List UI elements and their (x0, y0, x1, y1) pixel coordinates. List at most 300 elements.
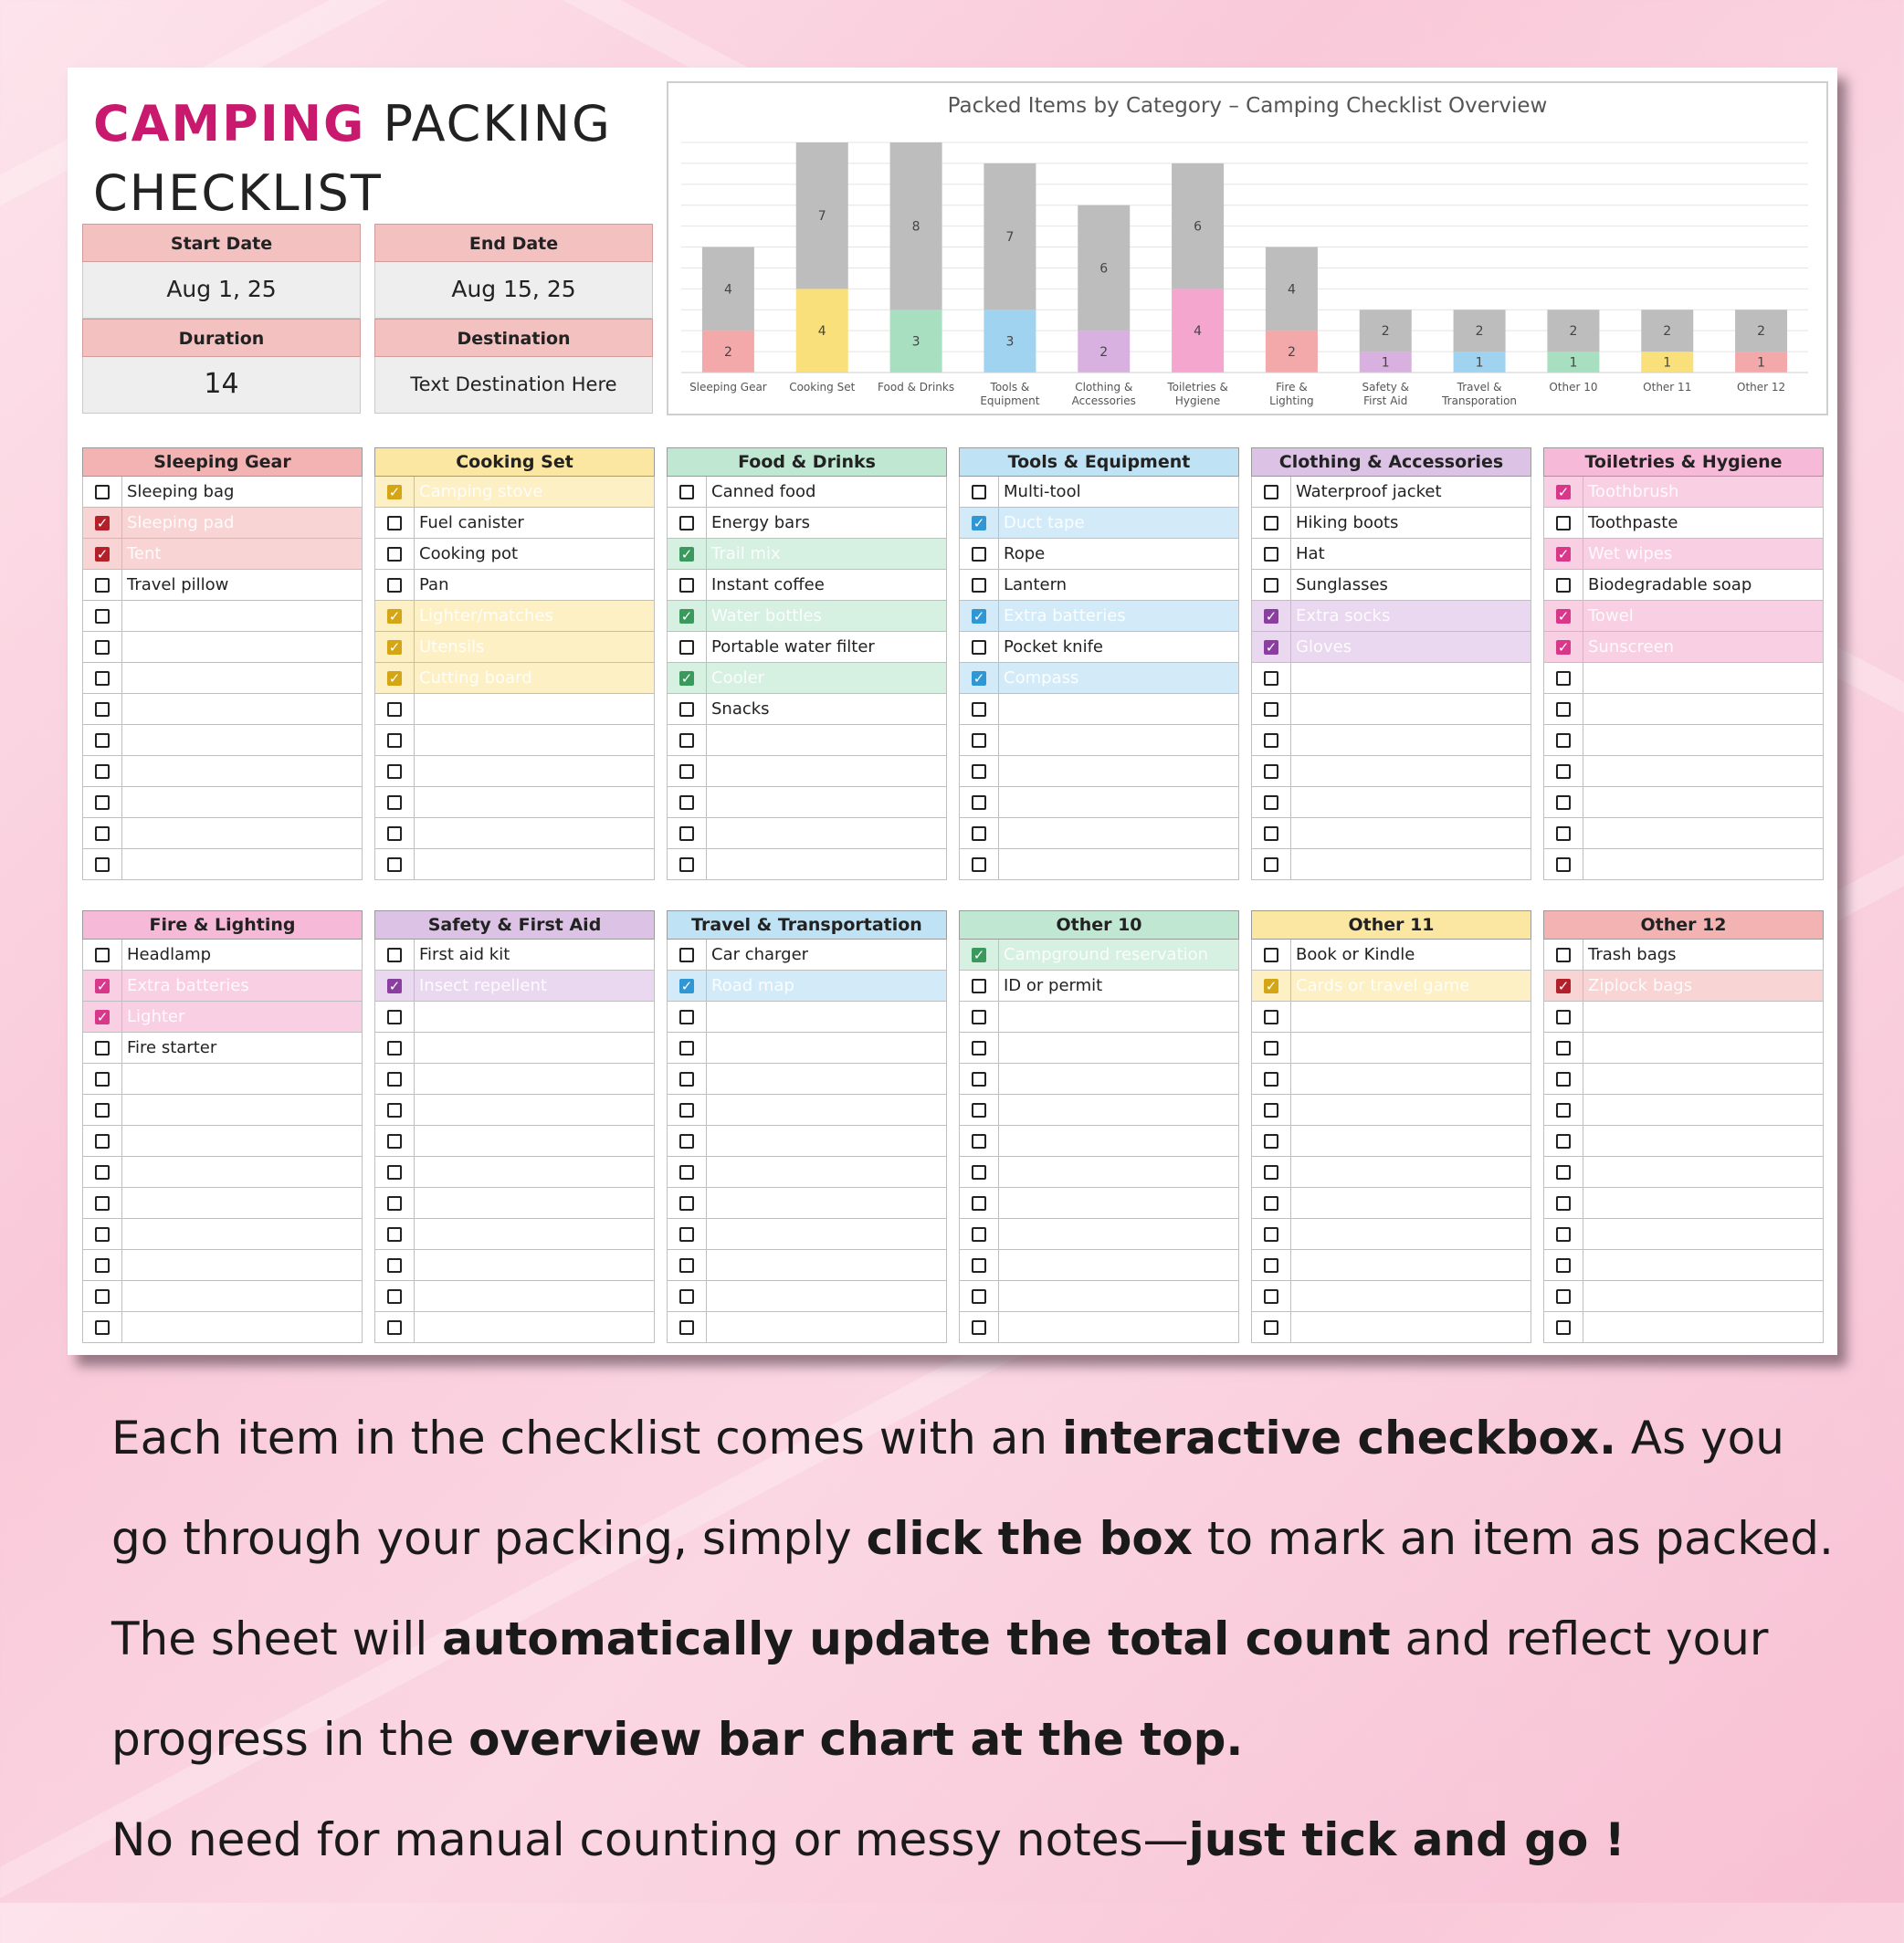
checkbox[interactable]: ✓ (388, 977, 401, 994)
checkbox[interactable] (1264, 857, 1278, 872)
checkbox[interactable] (972, 1010, 986, 1024)
checkbox-cell (960, 632, 999, 662)
destination-block (374, 319, 653, 414)
item-text[interactable]: Cooler (711, 668, 765, 688)
data-label: 4 (1287, 282, 1296, 298)
checkbox[interactable] (387, 578, 402, 593)
item-text[interactable]: Water bottles (711, 606, 822, 625)
checklist-row (667, 570, 947, 601)
checkbox[interactable]: ✓ (973, 946, 985, 963)
checkbox[interactable] (1264, 516, 1278, 530)
item-text[interactable]: Tent (127, 544, 162, 563)
item-text[interactable]: Canned food (711, 482, 816, 501)
item-text[interactable]: Extra socks (1296, 606, 1391, 625)
checkbox[interactable] (387, 826, 402, 841)
checkbox[interactable] (1264, 702, 1278, 717)
checkbox[interactable] (1264, 1010, 1278, 1024)
checkbox[interactable] (679, 857, 694, 872)
checkbox[interactable] (95, 1196, 110, 1211)
checkbox[interactable] (387, 1041, 402, 1056)
checkbox[interactable]: ✓ (1557, 638, 1570, 656)
checkbox[interactable] (679, 1289, 694, 1304)
item-text[interactable]: Travel pillow (127, 575, 229, 594)
checkbox[interactable] (387, 764, 402, 779)
category-header: Fire & Lighting (82, 910, 363, 940)
checklist-row (82, 787, 363, 818)
checklist-row (374, 663, 655, 694)
checkbox-cell (1544, 1281, 1583, 1311)
checklist-row (1543, 539, 1824, 570)
item-text[interactable]: Energy bars (711, 513, 810, 532)
item-text[interactable]: Compass (1004, 668, 1079, 688)
checkbox[interactable] (1264, 1258, 1278, 1273)
item-text[interactable]: Headlamp (127, 945, 212, 964)
checkbox-cell (83, 1064, 122, 1094)
checkbox[interactable] (679, 733, 694, 748)
checkbox[interactable] (387, 1258, 402, 1273)
checkbox-cell (375, 1095, 415, 1125)
checkbox-cell (668, 570, 707, 600)
checkbox-cell (1252, 1033, 1291, 1063)
checklist-row (667, 1157, 947, 1188)
checkbox[interactable] (95, 578, 110, 593)
checkbox[interactable] (1264, 764, 1278, 779)
checkbox[interactable]: ✓ (1557, 545, 1570, 562)
item-text[interactable]: Pocket knife (1004, 637, 1104, 656)
checkbox[interactable] (972, 826, 986, 841)
item-text[interactable]: Sleeping pad (127, 513, 235, 532)
item-text[interactable]: Snacks (711, 699, 770, 719)
category-clothing-accessories (1251, 447, 1531, 880)
item-text[interactable]: Toothbrush (1588, 482, 1679, 501)
checkbox[interactable] (972, 1196, 986, 1211)
checkbox[interactable] (1264, 1072, 1278, 1087)
item-text[interactable]: Trail mix (711, 544, 781, 563)
checkbox[interactable] (95, 1072, 110, 1087)
checkbox[interactable] (1556, 1010, 1571, 1024)
checkbox[interactable] (1264, 1320, 1278, 1335)
checkbox-cell (83, 787, 122, 817)
checkbox-cell (668, 1219, 707, 1249)
checkbox[interactable] (95, 1041, 110, 1056)
checkbox[interactable] (387, 1196, 402, 1211)
checkbox-cell (83, 477, 122, 507)
x-tick-label: Hygiene (1174, 394, 1221, 407)
checkbox[interactable]: ✓ (96, 1008, 109, 1025)
checkbox[interactable] (679, 764, 694, 779)
checkbox[interactable]: ✓ (388, 607, 401, 625)
checkbox[interactable] (95, 857, 110, 872)
item-text[interactable]: First aid kit (419, 945, 510, 964)
checkbox-cell (375, 601, 415, 631)
checkbox-cell (83, 1002, 122, 1032)
checkbox[interactable]: ✓ (680, 669, 693, 687)
checkbox[interactable]: ✓ (1557, 607, 1570, 625)
checkbox[interactable] (679, 1072, 694, 1087)
checkbox[interactable] (679, 948, 694, 962)
checklist-row (374, 940, 655, 971)
checkbox-cell (1544, 725, 1583, 755)
checklist-row (1251, 632, 1531, 663)
checkbox[interactable] (972, 578, 986, 593)
checkbox[interactable] (1556, 1227, 1571, 1242)
checkbox[interactable] (387, 1072, 402, 1087)
page-title (93, 89, 650, 228)
checkbox[interactable] (95, 1103, 110, 1118)
checklist-row (82, 663, 363, 694)
checkbox[interactable] (1556, 1041, 1571, 1056)
checkbox[interactable] (387, 1165, 402, 1180)
x-tick-label: Tools & (990, 381, 1030, 394)
checkbox-cell (960, 971, 999, 1001)
checkbox[interactable] (1264, 1103, 1278, 1118)
checkbox[interactable] (679, 1134, 694, 1149)
checkbox[interactable] (95, 1320, 110, 1335)
checkbox[interactable] (1264, 795, 1278, 810)
item-text[interactable]: Sunscreen (1588, 637, 1675, 656)
item-text[interactable]: Road map (711, 976, 794, 995)
checkbox[interactable] (679, 485, 694, 499)
item-text[interactable]: Wet wipes (1588, 544, 1673, 563)
checkbox[interactable] (679, 1010, 694, 1024)
checkbox[interactable] (1556, 948, 1571, 962)
checklist-row (959, 1281, 1239, 1312)
checkbox[interactable] (387, 1320, 402, 1335)
checkbox-cell (375, 663, 415, 693)
checkbox[interactable] (972, 1320, 986, 1335)
item-text[interactable]: Gloves (1296, 637, 1352, 656)
checkbox[interactable] (1264, 547, 1278, 562)
checkbox[interactable] (1264, 948, 1278, 962)
checklist-row (959, 601, 1239, 632)
checkbox[interactable] (95, 764, 110, 779)
category-other-11 (1251, 910, 1531, 1343)
checklist-row (1251, 818, 1531, 849)
checkbox[interactable] (679, 1165, 694, 1180)
checkbox[interactable] (95, 609, 110, 624)
checkbox-cell (668, 971, 707, 1001)
checkbox[interactable]: ✓ (1265, 977, 1278, 994)
item-text[interactable]: Lighter (127, 1007, 185, 1026)
checklist-row (82, 632, 363, 663)
destination-value[interactable]: Text Destination Here (374, 357, 653, 414)
checkbox[interactable]: ✓ (680, 977, 693, 994)
checkbox[interactable] (387, 1010, 402, 1024)
category-tools-equipment (959, 447, 1239, 880)
item-text[interactable]: Waterproof jacket (1296, 482, 1442, 501)
checkbox[interactable]: ✓ (1265, 607, 1278, 625)
item-text[interactable]: Biodegradable soap (1588, 575, 1752, 594)
duration-label: Duration (82, 319, 361, 357)
checkbox-cell (1252, 756, 1291, 786)
chart-canvas (668, 83, 1826, 414)
item-text[interactable]: Extra batteries (127, 976, 249, 995)
checkbox[interactable] (972, 640, 986, 655)
checkbox[interactable] (1556, 578, 1571, 593)
item-text[interactable]: Portable water filter (711, 637, 875, 656)
checkbox-cell (1544, 1157, 1583, 1187)
checkbox[interactable] (1556, 671, 1571, 686)
checkbox[interactable] (972, 702, 986, 717)
checklist-row (82, 1219, 363, 1250)
checkbox[interactable] (1556, 1103, 1571, 1118)
checkbox[interactable] (95, 826, 110, 841)
checkbox[interactable] (679, 1041, 694, 1056)
item-text[interactable]: Lighter/matches (419, 606, 553, 625)
item-text[interactable]: Car charger (711, 945, 809, 964)
item-text[interactable]: Cards or travel game (1296, 976, 1470, 995)
item-text[interactable]: Towel (1588, 606, 1634, 625)
checkbox[interactable] (1556, 1165, 1571, 1180)
item-text[interactable]: Campground reservation (1004, 945, 1209, 964)
checkbox[interactable] (972, 1041, 986, 1056)
checkbox[interactable] (387, 857, 402, 872)
checkbox[interactable] (387, 547, 402, 562)
checkbox[interactable] (1264, 1196, 1278, 1211)
checkbox[interactable] (1264, 671, 1278, 686)
checkbox[interactable] (95, 702, 110, 717)
checkbox[interactable] (95, 948, 110, 962)
checkbox[interactable]: ✓ (973, 669, 985, 687)
checkbox[interactable] (679, 640, 694, 655)
checkbox[interactable] (1264, 733, 1278, 748)
checkbox[interactable]: ✓ (388, 638, 401, 656)
checklist-row (374, 1095, 655, 1126)
checkbox-cell (960, 601, 999, 631)
checkbox[interactable] (972, 857, 986, 872)
checklist-row (1251, 1002, 1531, 1033)
checklist-row (667, 1250, 947, 1281)
item-text[interactable]: Multi-tool (1004, 482, 1081, 501)
checklist-row (959, 1064, 1239, 1095)
item-text[interactable]: Camping stove (419, 482, 543, 501)
checkbox[interactable]: ✓ (680, 545, 693, 562)
checkbox[interactable] (679, 1258, 694, 1273)
item-text[interactable]: Sleeping bag (127, 482, 235, 501)
checkbox[interactable]: ✓ (96, 977, 109, 994)
checkbox-cell (960, 1219, 999, 1249)
checkbox[interactable] (1556, 733, 1571, 748)
checkbox[interactable]: ✓ (680, 607, 693, 625)
checkbox[interactable] (679, 826, 694, 841)
checklist-row (1543, 570, 1824, 601)
checkbox[interactable] (95, 1134, 110, 1149)
checkbox[interactable] (1264, 1289, 1278, 1304)
item-text[interactable]: Utensils (419, 637, 485, 656)
checkbox[interactable] (387, 795, 402, 810)
checklist-row (959, 508, 1239, 539)
checkbox[interactable] (1264, 1041, 1278, 1056)
checkbox[interactable] (95, 485, 110, 499)
checkbox[interactable] (679, 516, 694, 530)
checkbox[interactable] (972, 733, 986, 748)
checkbox-cell (960, 725, 999, 755)
checkbox[interactable] (972, 485, 986, 499)
item-text[interactable]: Duct tape (1004, 513, 1085, 532)
item-text[interactable]: ID or permit (1004, 976, 1103, 995)
checkbox[interactable] (95, 1289, 110, 1304)
checkbox[interactable] (1556, 1258, 1571, 1273)
checkbox[interactable]: ✓ (96, 545, 109, 562)
checkbox[interactable]: ✓ (1557, 977, 1570, 994)
checkbox[interactable] (972, 1165, 986, 1180)
desc-text: to mark an item as packed. The sheet will (111, 1512, 1834, 1665)
checkbox[interactable] (1556, 516, 1571, 530)
checkbox[interactable] (387, 1134, 402, 1149)
checklist-row (374, 632, 655, 663)
x-tick-label: Fire & (1276, 381, 1308, 394)
checkbox[interactable] (1556, 1072, 1571, 1087)
checkbox[interactable] (1264, 578, 1278, 593)
checklist-row (959, 570, 1239, 601)
checkbox[interactable]: ✓ (388, 483, 401, 500)
checkbox[interactable]: ✓ (96, 514, 109, 531)
checkbox[interactable] (972, 1134, 986, 1149)
item-text[interactable]: Fire starter (127, 1038, 217, 1057)
checkbox[interactable] (972, 1227, 986, 1242)
checkbox-cell (1252, 787, 1291, 817)
checkbox[interactable] (1264, 1165, 1278, 1180)
checkbox[interactable] (972, 1258, 986, 1273)
checkbox[interactable] (1556, 826, 1571, 841)
checklist-row (959, 1250, 1239, 1281)
data-label: 4 (723, 282, 732, 298)
checkbox[interactable]: ✓ (973, 514, 985, 531)
checkbox[interactable] (972, 1289, 986, 1304)
end-date-label: End Date (374, 224, 653, 262)
checkbox[interactable] (1556, 857, 1571, 872)
checkbox[interactable]: ✓ (1557, 483, 1570, 500)
checkbox[interactable]: ✓ (973, 607, 985, 625)
checkbox[interactable] (95, 733, 110, 748)
start-date-value[interactable]: Aug 1, 25 (82, 262, 361, 319)
checkbox[interactable] (972, 547, 986, 562)
item-text[interactable]: Trash bags (1588, 945, 1677, 964)
checkbox[interactable] (679, 1196, 694, 1211)
item-text[interactable]: Hat (1296, 544, 1325, 563)
checkbox[interactable] (387, 1227, 402, 1242)
category-header: Travel & Transportation (667, 910, 947, 940)
checkbox-cell (83, 849, 122, 879)
checkbox[interactable] (679, 578, 694, 593)
checklist-row (374, 508, 655, 539)
checkbox[interactable] (1264, 826, 1278, 841)
checkbox-cell (83, 1250, 122, 1280)
checklist-row (667, 1033, 947, 1064)
checkbox-cell (1544, 1033, 1583, 1063)
checkbox[interactable] (1264, 1134, 1278, 1149)
checkbox[interactable] (972, 1103, 986, 1118)
checkbox[interactable] (95, 1165, 110, 1180)
checkbox[interactable] (95, 671, 110, 686)
checkbox[interactable] (1556, 702, 1571, 717)
checklist-row (82, 756, 363, 787)
checkbox[interactable] (1556, 795, 1571, 810)
checkbox[interactable] (1556, 1320, 1571, 1335)
checkbox[interactable] (1264, 485, 1278, 499)
checkbox[interactable] (387, 1103, 402, 1118)
checklist-row (1251, 725, 1531, 756)
checkbox[interactable] (679, 1320, 694, 1335)
item-text[interactable]: Ziplock bags (1588, 976, 1693, 995)
checkbox[interactable] (679, 795, 694, 810)
checkbox[interactable] (972, 795, 986, 810)
item-text[interactable]: Fuel canister (419, 513, 524, 532)
checkbox[interactable] (387, 1289, 402, 1304)
checkbox[interactable] (679, 702, 694, 717)
checkbox[interactable] (95, 795, 110, 810)
checkbox[interactable] (387, 733, 402, 748)
checkbox-cell (1252, 477, 1291, 507)
checklist-row (959, 477, 1239, 508)
item-text[interactable]: Book or Kindle (1296, 945, 1415, 964)
checkbox[interactable] (972, 1072, 986, 1087)
checkbox[interactable] (95, 640, 110, 655)
checklist-row (1251, 756, 1531, 787)
checkbox[interactable] (679, 1227, 694, 1242)
checkbox[interactable] (972, 979, 986, 993)
checkbox[interactable] (1556, 1134, 1571, 1149)
item-text[interactable]: Toothpaste (1588, 513, 1678, 532)
checklist-row (1251, 787, 1531, 818)
checkbox[interactable] (95, 1258, 110, 1273)
desc-bold: automatically update the total count (442, 1612, 1391, 1665)
item-text[interactable]: Insect repellent (419, 976, 547, 995)
checkbox[interactable] (679, 1103, 694, 1118)
checklist-row (959, 1219, 1239, 1250)
desc-text: As you go through your packing, simply (111, 1412, 1784, 1565)
item-text[interactable]: Pan (419, 575, 449, 594)
checkbox[interactable] (1556, 764, 1571, 779)
checkbox[interactable] (1556, 1196, 1571, 1211)
checkbox[interactable] (387, 702, 402, 717)
checkbox-cell (960, 756, 999, 786)
checkbox[interactable] (1264, 1227, 1278, 1242)
item-text[interactable]: Hiking boots (1296, 513, 1399, 532)
checkbox-cell (1252, 818, 1291, 848)
checkbox[interactable]: ✓ (1265, 638, 1278, 656)
item-text[interactable]: Extra batteries (1004, 606, 1126, 625)
item-text[interactable]: Sunglasses (1296, 575, 1388, 594)
category-fire-lighting (82, 910, 363, 1343)
item-text[interactable]: Instant coffee (711, 575, 825, 594)
checkbox-cell (1544, 756, 1583, 786)
item-text[interactable]: Cutting board (419, 668, 532, 688)
checkbox-cell (668, 694, 707, 724)
checkbox[interactable] (972, 764, 986, 779)
checklist-row (1543, 1033, 1824, 1064)
checkbox[interactable] (387, 516, 402, 530)
item-text[interactable]: Cooking pot (419, 544, 519, 563)
checkbox[interactable] (387, 948, 402, 962)
checkbox-cell (83, 1312, 122, 1342)
checkbox-cell (375, 1064, 415, 1094)
checkbox-cell (1252, 1095, 1291, 1125)
item-text[interactable]: Rope (1004, 544, 1046, 563)
checkbox-cell (668, 1188, 707, 1218)
checkbox[interactable] (1556, 1289, 1571, 1304)
data-label: 4 (817, 324, 826, 340)
data-label: 6 (1099, 261, 1109, 277)
end-date-value[interactable]: Aug 15, 25 (374, 262, 653, 319)
checkbox[interactable] (95, 1227, 110, 1242)
checkbox-cell (83, 601, 122, 631)
checklist-row (667, 1188, 947, 1219)
checkbox-cell (960, 1312, 999, 1342)
checklist-row (1251, 849, 1531, 880)
item-text[interactable]: Lantern (1004, 575, 1068, 594)
checkbox[interactable]: ✓ (388, 669, 401, 687)
